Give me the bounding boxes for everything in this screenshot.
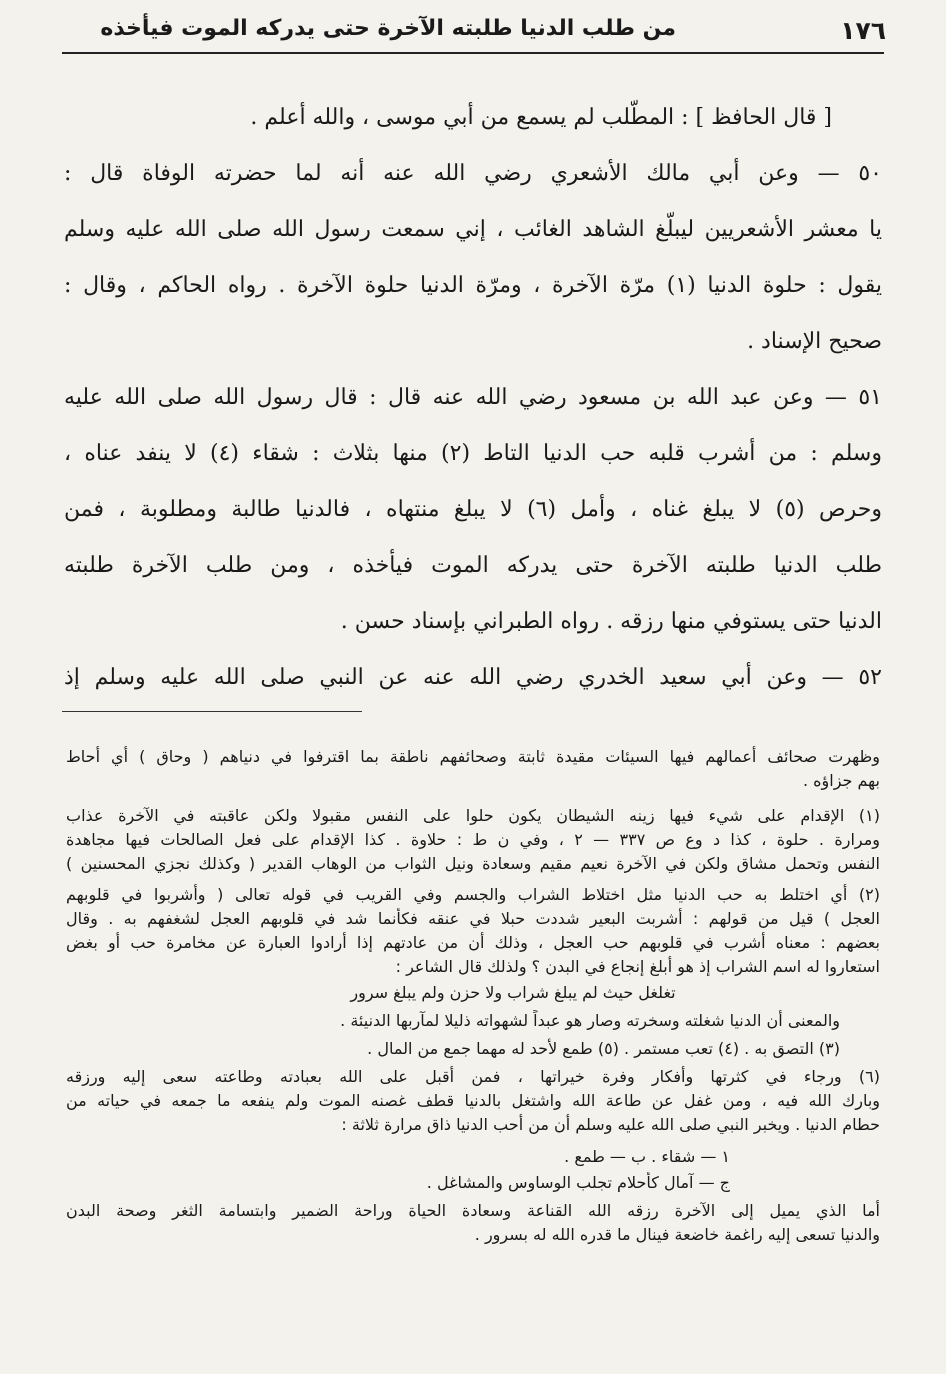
footnote-line: استعاروا له اسم الشراب إذ هو أبلغ إنجاع في البدن ؟ ولذلك قال الشاعر : xyxy=(395,957,880,976)
footnote-line: ومرارة . حلوة ، كذا د وع ص ٣٣٧ — ٢ ، وفي ن ط : حلاوة . كذا الإقدام على فعل الصالحات فيها مجاهدة xyxy=(66,830,880,849)
text-line: وسلم : من أشرب قلبه حب الدنيا التاط (٢) منها بثلاث : شقاء (٤) لا ينفد عناه ، xyxy=(64,441,882,466)
footnote-line: أما الذي يميل إلى الآخرة رزقه الله القناعة وسعادة الحياة وراحة الضمير وابتسامة الثغر وصحة البدن xyxy=(66,1201,880,1220)
footnote-6: (٦) ورجاء في كثرتها وأفكار وفرة خيراتها ، فمن أقبل على الله بعبادته وطاعته سعى إليه ورزقه xyxy=(66,1067,880,1086)
footnote-line: والمعنى أن الدنيا شغلته وسخرته وصار هو عبداً لشهواته ذليلا لمآربها الدنيئة . xyxy=(340,1011,840,1030)
hadith-50-line: ٥٠ — وعن أبي مالك الأشعري رضي الله عنه أنه لما حضرته الوفاة قال : xyxy=(64,161,882,186)
footnote-line: العجل ) قيل من قولهم : أشربت البعير شددت حبلا في عنقه فكأنما شد في قلوبهم العجل لشغفهم به . وقال xyxy=(66,909,880,928)
text-line: [ قال الحافظ ] : المطّلب لم يسمع من أبي موسى ، والله أعلم . xyxy=(250,105,832,130)
hadith-52-line: ٥٢ — وعن أبي سعيد الخدري رضي الله عنه عن النبي صلى الله عليه وسلم إذ xyxy=(64,665,882,690)
page-header xyxy=(60,6,886,50)
poetry-verse: تغلغل حيث لم يبلغ شراب ولا حزن ولم يبلغ سرور xyxy=(350,983,676,1002)
footnote-list-item: ١ — شقاء . ب — طمع . xyxy=(564,1147,730,1166)
footnote-line: النفس وتحمل مشاق ولكن في الآخرة نعيم مقيم وسعادة ونيل الثواب من الوهاب القدير ( وكذلك نجزي المحسنين ) xyxy=(66,854,880,873)
text-line: وحرص (٥) لا يبلغ غناه ، وأمل (٦) لا يبلغ منتهاه ، فالدنيا طالبة ومطلوبة ، فمن xyxy=(64,497,882,522)
text-line: يقول : حلوة الدنيا (١) مرّة الآخرة ، ومرّة الدنيا حلوة الآخرة . رواه الحاكم ، وقال : xyxy=(64,273,882,298)
text-line: الدنيا حتى يستوفي منها رزقه . رواه الطبراني بإسناد حسن . xyxy=(340,609,882,634)
footnote-line: بعضهم : معناه أشرب في قلوبهم حب العجل ، وذلك أن من عادتهم إذا أرادوا العبارة عن مخامرة حب أو بغض xyxy=(66,933,880,952)
page-number: ١٧٦ xyxy=(840,16,886,45)
footnote-line: بهم جزاؤه . xyxy=(802,771,880,790)
footnote-2: (٢) أي اختلط به حب الدنيا مثل اختلاط الشراب والجسم وفي القريب في قوله تعالى ( وأشربوا في قلوبهم xyxy=(66,885,880,904)
running-head: من طلب الدنيا طلبته الآخرة حتى يدركه الموت فيأخذه xyxy=(100,16,676,41)
footnote-line: وبارك الله فيه ، ومن غفل عن طاعة الله واشتغل بالدنيا قطف غصنه الموت ولم ينفعه ما جمعه في حياته من xyxy=(66,1091,880,1110)
footnote-line: حطام الدنيا . ويخبر النبي صلى الله عليه وسلم أن من أحب الدنيا ذاق مرارة ثلاثة : xyxy=(341,1115,880,1134)
text-line: طلب الدنيا طلبته الآخرة حتى يدركه الموت فيأخذه ، ومن طلب الآخرة طلبته xyxy=(64,553,882,578)
header-rule xyxy=(62,52,884,54)
footnote-list-item: ج — آمال كأحلام تجلب الوساوس والمشاغل . xyxy=(426,1173,730,1192)
footnote-line: والدنيا تسعى إليه راغمة خاضعة فينال ما قدره الله له بسرور . xyxy=(474,1225,880,1244)
text-line: يا معشر الأشعريين ليبلّغ الشاهد الغائب ، إني سمعت رسول الله صلى الله عليه وسلم xyxy=(64,217,882,242)
footnote-line: وظهرت صحائف أعمالهم فيها السيئات مقيدة ثابتة وصحائفهم ناطقة بما اقترفوا في دنياهم ( وحاق ) أي أحاط xyxy=(66,747,880,766)
footnotes-3-4-5: (٣) التصق به . (٤) تعب مستمر . (٥) طمع لأحد له مهما جمع من المال . xyxy=(367,1039,840,1058)
footnote-separator xyxy=(62,711,362,712)
hadith-51-line: ٥١ — وعن عبد الله بن مسعود رضي الله عنه قال : قال رسول الله صلى الله عليه xyxy=(64,385,882,410)
footnote-1: (١) الإقدام على شيء فيها زينه الشيطان يكون حلوا على النفس مقبولا ولكن عاقبته في الآخرة عذاب xyxy=(66,806,880,825)
text-line: صحيح الإسناد . xyxy=(747,329,882,354)
